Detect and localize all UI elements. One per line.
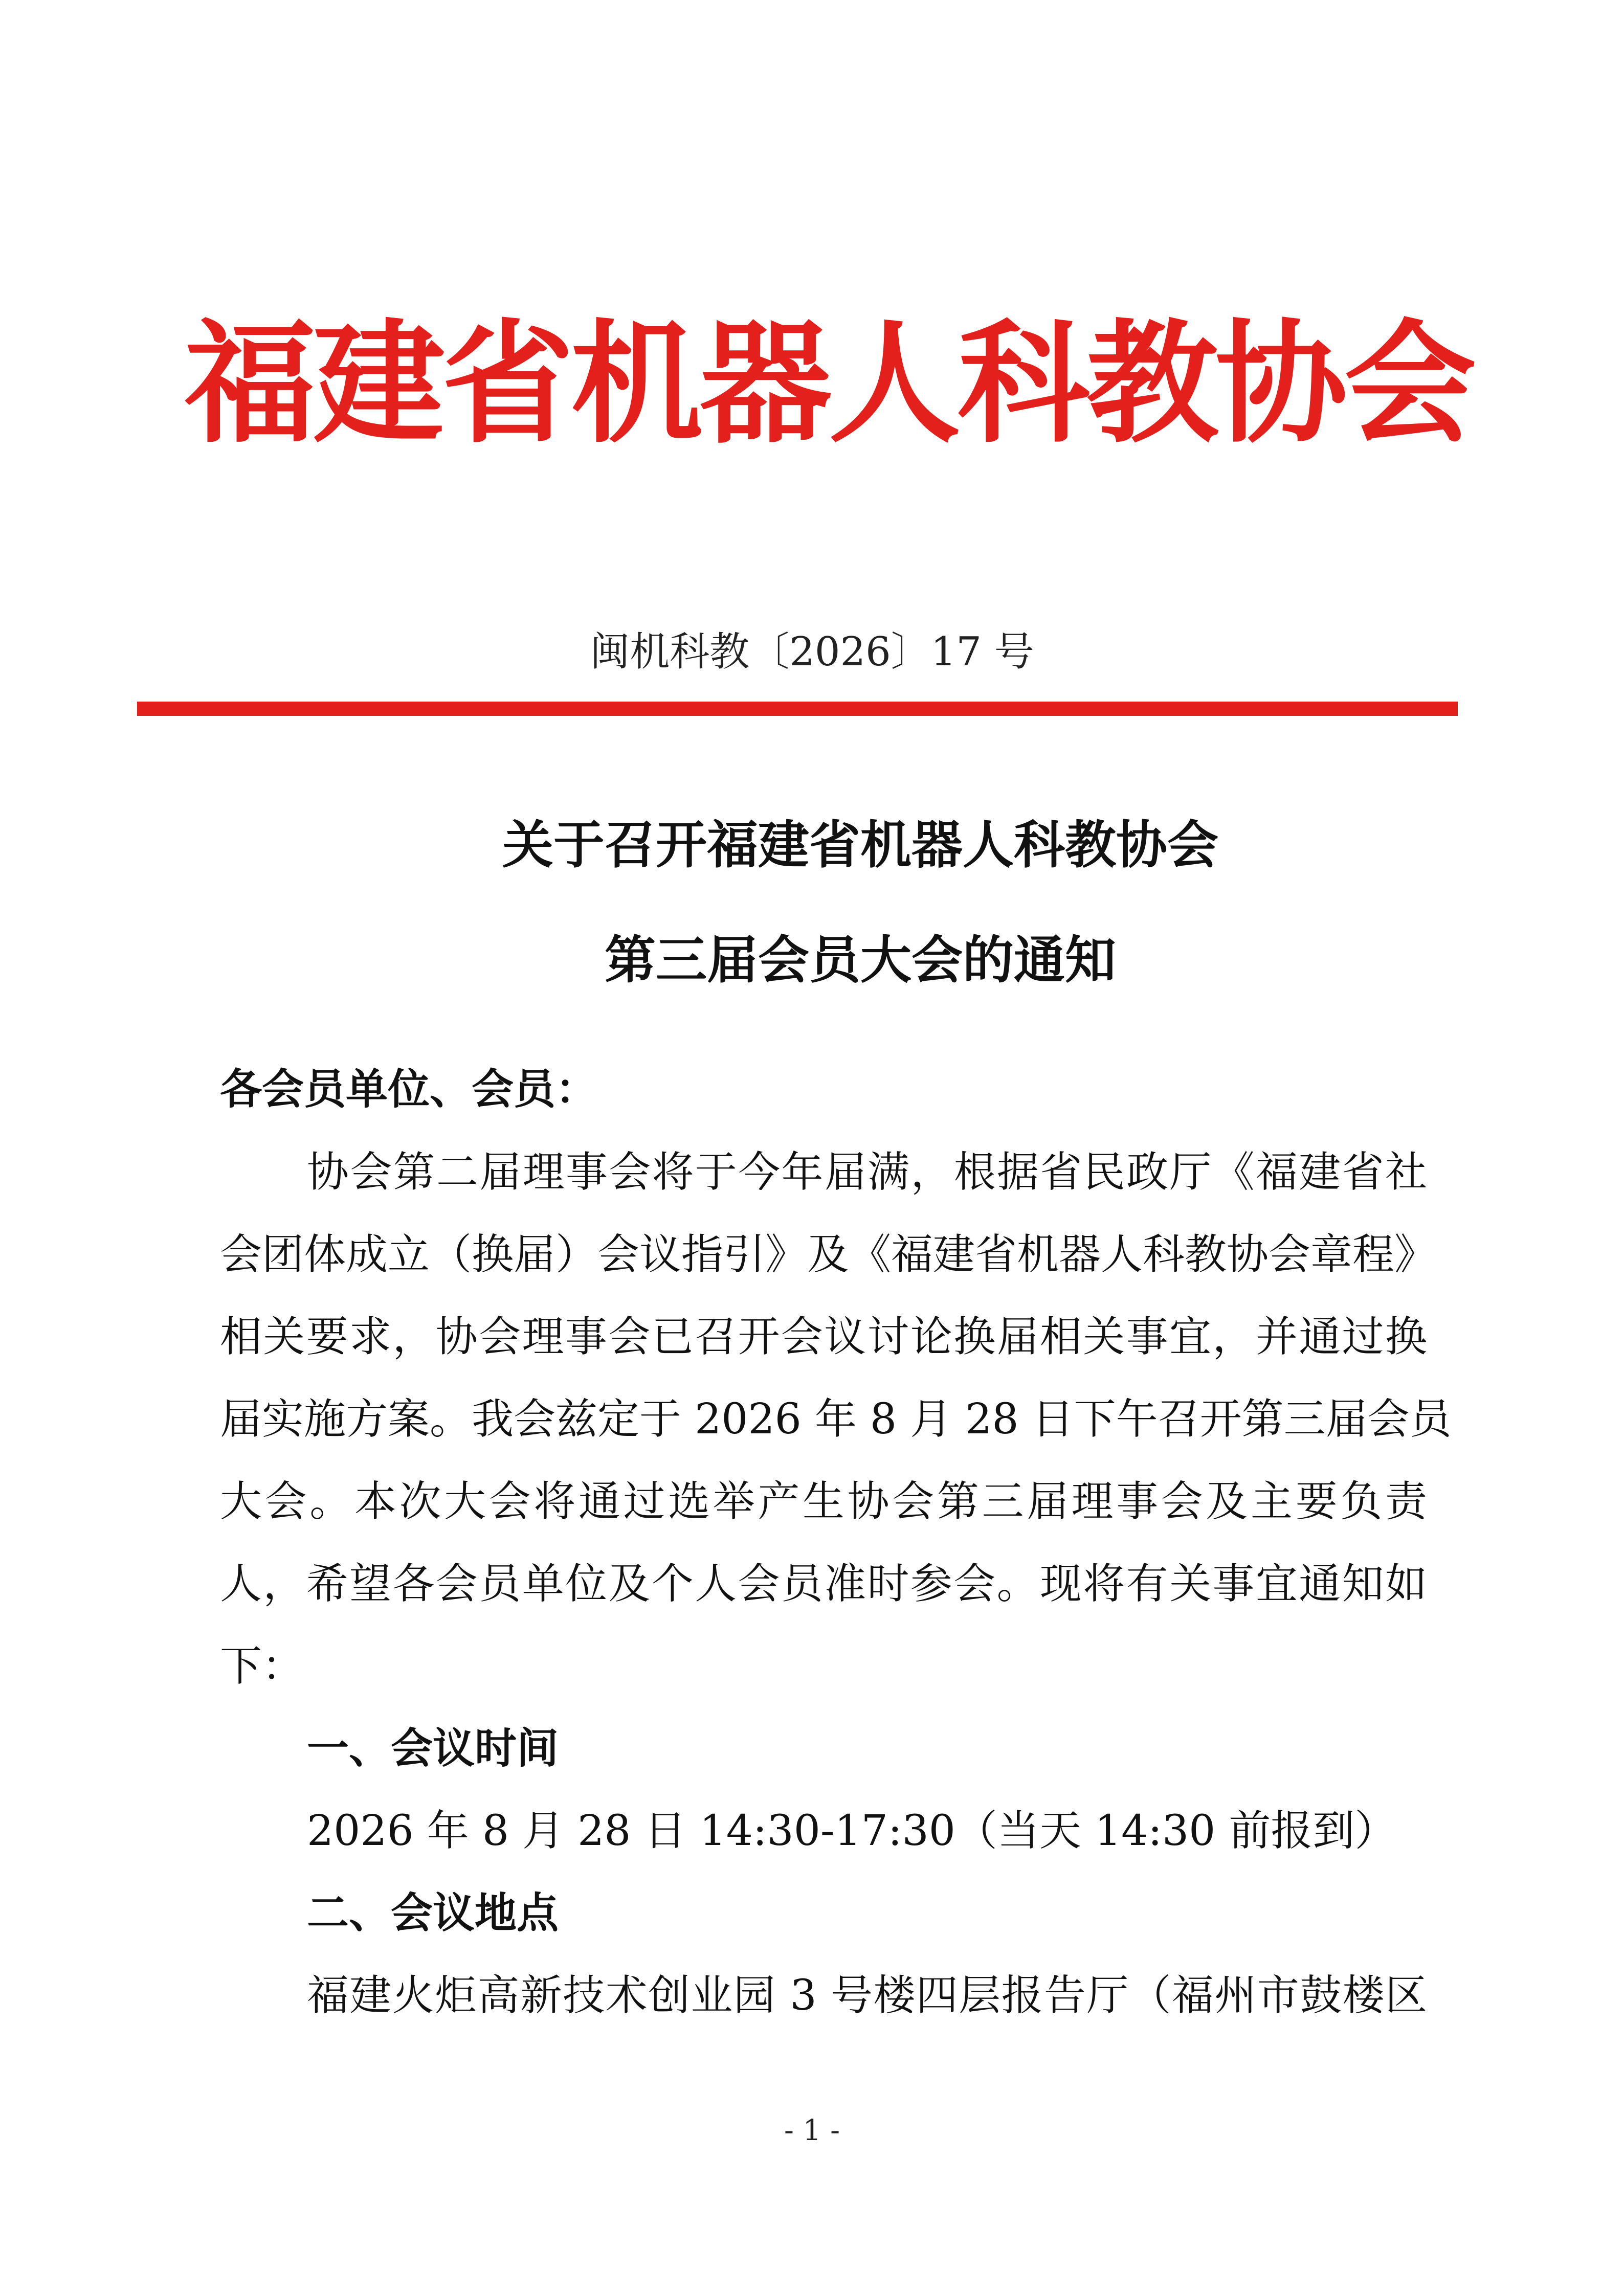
salutation: 各会员单位、会员： xyxy=(220,1065,598,1114)
body-line: 会团体成立（换届）会议指引》及《福建省机器人科教协会章程》 xyxy=(220,1230,1437,1279)
body-line: 届实施方案。我会兹定于 2026 年 8 月 28 日下午召开第三届会员 xyxy=(220,1395,1452,1444)
section-heading-meeting-time: 一、会议时间 xyxy=(307,1724,559,1773)
red-divider-line xyxy=(137,702,1458,716)
notice-title-line-2: 第三届会员大会的通知 xyxy=(605,930,1116,990)
body-line: 大会。本次大会将通过选举产生协会第三届理事会及主要负责 xyxy=(220,1477,1427,1526)
page-number: - 1 - xyxy=(784,2114,840,2147)
body-line: 人，希望各会员单位及个人会员准时参会。现将有关事宜通知如 xyxy=(220,1560,1427,1608)
body-line: 下： xyxy=(220,1642,304,1691)
meeting-location-text: 福建火炬高新技术创业园 3 号楼四层报告厅（福州市鼓楼区 xyxy=(307,1971,1427,2020)
organization-header: 福建省机器人科教协会 xyxy=(184,306,1473,461)
notice-title-line-1: 关于召开福建省机器人科教协会 xyxy=(502,815,1218,875)
meeting-time-text: 2026 年 8 月 28 日 14:30-17:30（当天 14:30 前报到） xyxy=(307,1807,1397,1855)
section-heading-meeting-location: 二、会议地点 xyxy=(307,1889,559,1938)
body-line: 相关要求，协会理事会已召开会议讨论换届相关事宜，并通过换 xyxy=(220,1313,1427,1361)
body-line: 协会第二届理事会将于今年届满，根据省民政厅《福建省社 xyxy=(307,1148,1427,1197)
document-number: 闽机科教〔2026〕17 号 xyxy=(590,629,1034,675)
